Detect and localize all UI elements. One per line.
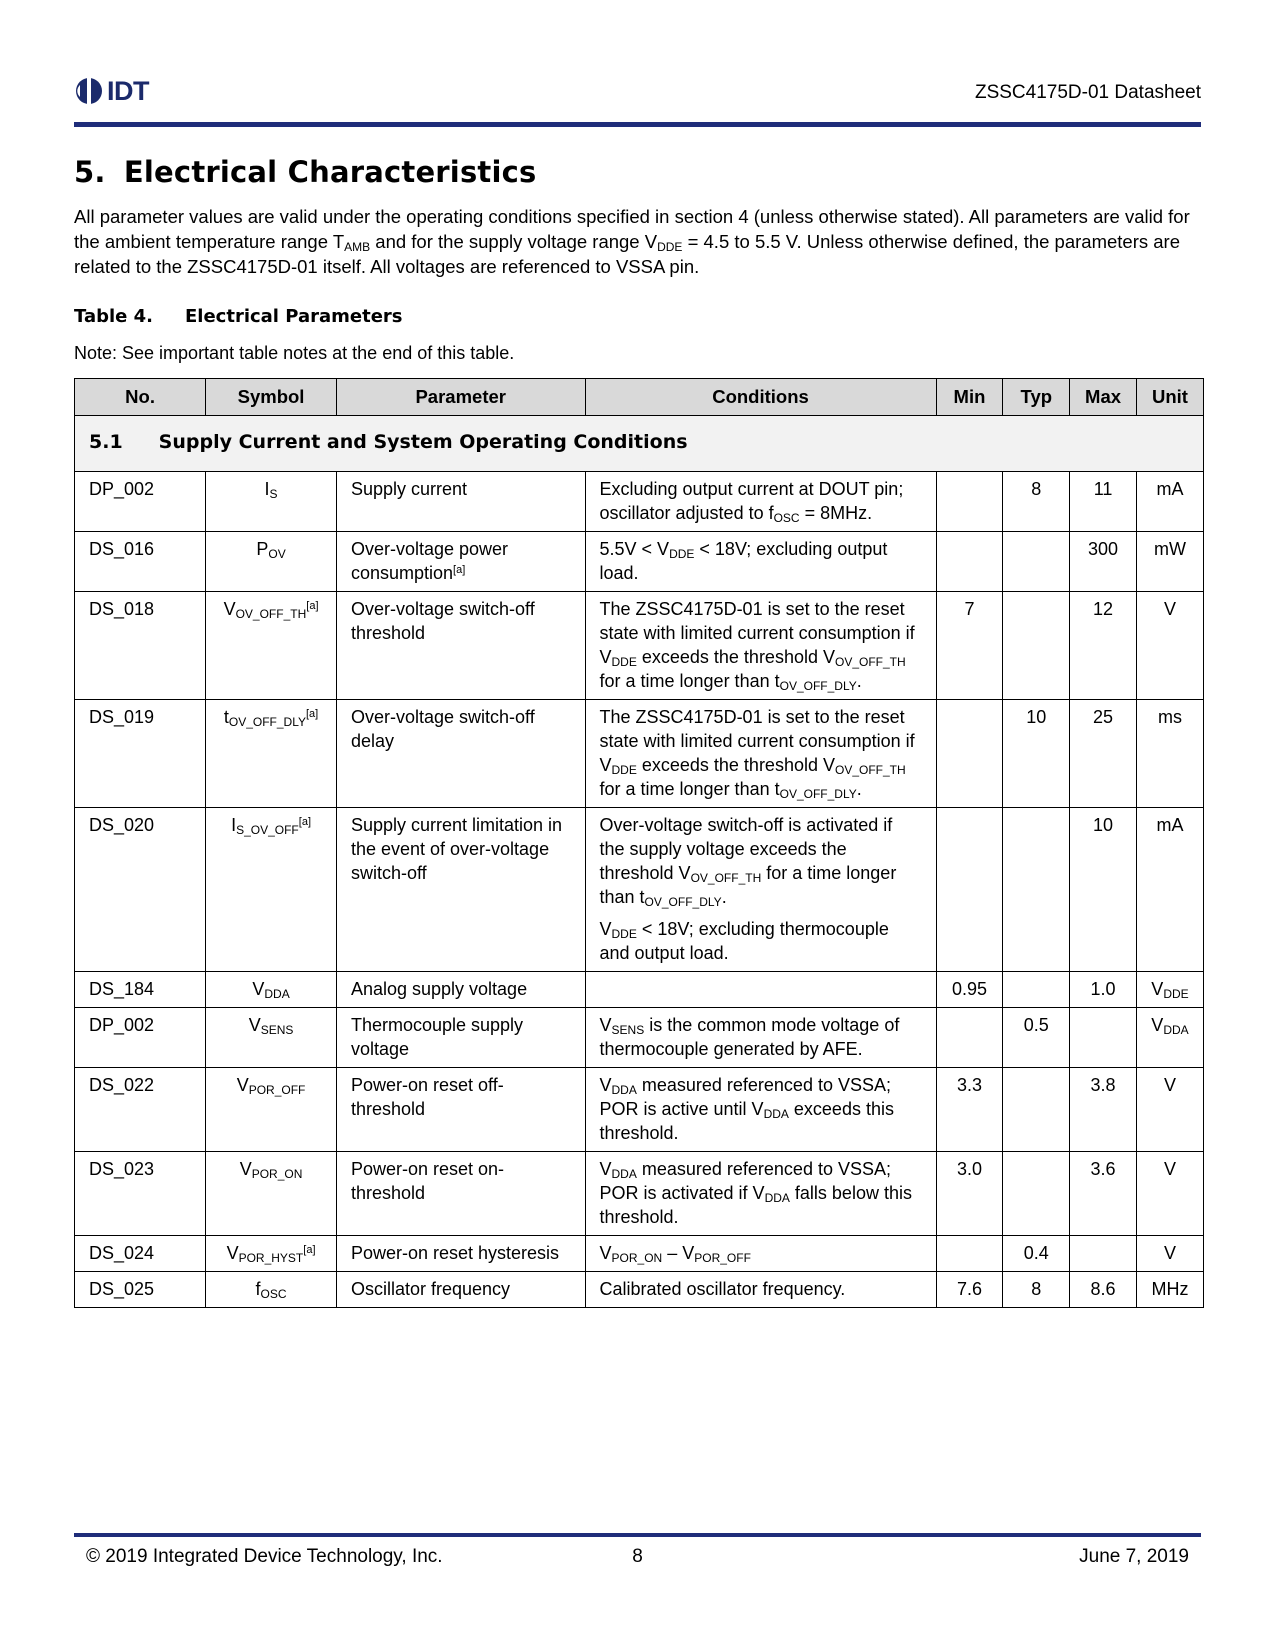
symbol-base: V bbox=[239, 1159, 252, 1179]
symbol-sub: POR_ON bbox=[251, 1167, 303, 1181]
publish-date: June 7, 2019 bbox=[1079, 1546, 1189, 1567]
cell-conditions bbox=[585, 808, 936, 972]
cell-no: DS_024 bbox=[75, 1236, 206, 1272]
unit-sub: DDE bbox=[1163, 987, 1189, 1001]
intro-paragraph bbox=[74, 204, 1204, 279]
cell-min: 7 bbox=[936, 592, 1003, 700]
symbol-sub: DDA bbox=[264, 987, 290, 1001]
cell-typ: 8 bbox=[1003, 472, 1070, 532]
cell-unit: mW bbox=[1136, 532, 1203, 592]
cell-conditions bbox=[585, 472, 936, 532]
cell-no: DS_025 bbox=[75, 1272, 206, 1308]
symbol-sub: POR_HYST bbox=[238, 1251, 304, 1265]
cell-unit bbox=[1136, 1008, 1203, 1068]
cell-typ bbox=[1003, 1152, 1070, 1236]
cell-conditions bbox=[585, 532, 936, 592]
cell-conditions bbox=[585, 592, 936, 700]
cell-conditions bbox=[585, 1152, 936, 1236]
electrical-parameters-table bbox=[74, 378, 1204, 1308]
group-heading bbox=[75, 416, 1204, 472]
conditions-text: for a time longer than t bbox=[599, 671, 780, 691]
cell-symbol bbox=[206, 1068, 337, 1152]
conditions-text: for a time longer than t bbox=[599, 779, 780, 799]
parameter-text: Oscillator frequency bbox=[350, 1279, 511, 1299]
cell-typ bbox=[1003, 592, 1070, 700]
cell-parameter bbox=[336, 592, 585, 700]
conditions-text: < 18V; excluding output load. bbox=[599, 539, 888, 583]
symbol-base: t bbox=[223, 707, 229, 727]
table-row bbox=[75, 472, 1204, 532]
footnote-ref: [a] bbox=[453, 564, 466, 576]
cell-symbol bbox=[206, 1272, 337, 1308]
cell-min: 7.6 bbox=[936, 1272, 1003, 1308]
parameter-text: Over-voltage switch-off threshold bbox=[350, 599, 535, 643]
cell-max: 25 bbox=[1070, 700, 1137, 808]
page-header bbox=[74, 76, 1201, 128]
conditions-line bbox=[600, 813, 922, 909]
cell-unit: MHz bbox=[1136, 1272, 1203, 1308]
cell-min bbox=[936, 1236, 1003, 1272]
cell-min: 3.3 bbox=[936, 1068, 1003, 1152]
conditions-text: measured referenced to VSSA; POR is active until V bbox=[599, 1075, 891, 1119]
conditions-sub: DDE bbox=[611, 927, 637, 941]
cell-typ: 0.5 bbox=[1003, 1008, 1070, 1068]
cell-no: DS_020 bbox=[75, 808, 206, 972]
symbol-base: I bbox=[231, 815, 237, 835]
conditions-sub: POR_OFF bbox=[694, 1251, 751, 1265]
cell-max: 300 bbox=[1070, 532, 1137, 592]
header-rule bbox=[74, 122, 1201, 127]
table-note: Note: See important table notes at the end of this table. bbox=[74, 343, 515, 363]
cell-max bbox=[1070, 1236, 1137, 1272]
conditions-text: . bbox=[721, 887, 727, 907]
conditions-text: falls below this threshold. bbox=[599, 1183, 912, 1227]
conditions-text: . bbox=[856, 779, 862, 799]
table-row bbox=[75, 1068, 1204, 1152]
conditions-text: The ZSSC4175D-01 is set to the reset state with limited current consumption if V bbox=[599, 599, 915, 667]
parameter-text: Over-voltage switch-off delay bbox=[350, 707, 535, 751]
symbol-base: V bbox=[236, 1075, 249, 1095]
conditions-sub: SENS bbox=[611, 1023, 645, 1037]
intro-text: = 4.5 to 5.5 V. Unless otherwise defined, the parameters are related to the ZSSC4175D-01 itself. All voltages are referenced to VSSA pin. bbox=[74, 231, 1181, 277]
logo-text: IDT bbox=[107, 76, 149, 106]
table-row bbox=[75, 1008, 1204, 1068]
group-title: Supply Current and System Operating Conditions bbox=[158, 431, 688, 453]
conditions-sub: DDE bbox=[611, 763, 637, 777]
cell-max: 1.0 bbox=[1070, 972, 1137, 1008]
parameter-text: Supply current limitation in the event of over-voltage switch-off bbox=[350, 815, 563, 883]
conditions-text: V bbox=[599, 1015, 612, 1035]
cell-unit bbox=[1136, 972, 1203, 1008]
cell-no: DS_184 bbox=[75, 972, 206, 1008]
col-header-symbol: Symbol bbox=[206, 379, 337, 416]
cell-symbol bbox=[206, 808, 337, 972]
parameter-text: Analog supply voltage bbox=[350, 979, 528, 999]
conditions-text: V bbox=[599, 1243, 612, 1263]
cell-parameter bbox=[336, 472, 585, 532]
cell-min bbox=[936, 532, 1003, 592]
page-footer bbox=[86, 1546, 1189, 1576]
table-group-row bbox=[75, 416, 1204, 472]
footnote-ref: [a] bbox=[298, 816, 311, 828]
conditions-text: 5.5V < V bbox=[599, 539, 670, 559]
cell-symbol bbox=[206, 532, 337, 592]
cell-typ bbox=[1003, 972, 1070, 1008]
conditions-sub: OSC bbox=[773, 511, 800, 525]
parameter-text: Over-voltage power consumption bbox=[350, 539, 509, 583]
col-header-min: Min bbox=[936, 379, 1003, 416]
symbol-base: f bbox=[255, 1279, 261, 1299]
conditions-text: is the common mode voltage of thermocouple generated by AFE. bbox=[599, 1015, 900, 1059]
cell-max: 11 bbox=[1070, 472, 1137, 532]
cell-conditions bbox=[585, 1068, 936, 1152]
cell-no: DS_018 bbox=[75, 592, 206, 700]
section-title: Electrical Characteristics bbox=[123, 155, 537, 189]
cell-unit: mA bbox=[1136, 472, 1203, 532]
conditions-text: = 8MHz. bbox=[799, 503, 873, 523]
symbol-sub: OV_OFF_DLY bbox=[228, 715, 306, 729]
idt-logo-icon bbox=[74, 76, 104, 106]
group-number: 5.1 bbox=[89, 431, 123, 453]
cell-min: 3.0 bbox=[936, 1152, 1003, 1236]
conditions-sub: OV_OFF_DLY bbox=[779, 679, 857, 693]
cell-conditions bbox=[585, 700, 936, 808]
cell-conditions bbox=[585, 1272, 936, 1308]
section-number: 5. bbox=[74, 155, 106, 189]
document-title: ZSSC4175D-01 Datasheet bbox=[974, 82, 1201, 103]
parameter-text: Power-on reset off-threshold bbox=[350, 1075, 504, 1119]
symbol-sub: POR_OFF bbox=[248, 1083, 306, 1097]
table-caption bbox=[74, 306, 403, 327]
conditions-text: for a time longer than t bbox=[599, 863, 897, 907]
cell-parameter bbox=[336, 1152, 585, 1236]
symbol-base: V bbox=[252, 979, 265, 999]
symbol-base: P bbox=[256, 539, 269, 559]
parameter-text: Supply current bbox=[350, 479, 468, 499]
cell-parameter bbox=[336, 700, 585, 808]
footnote-ref: [a] bbox=[303, 1244, 316, 1256]
cell-min: 0.95 bbox=[936, 972, 1003, 1008]
cell-parameter bbox=[336, 1008, 585, 1068]
cell-no: DS_016 bbox=[75, 532, 206, 592]
cell-typ bbox=[1003, 1068, 1070, 1152]
cell-symbol bbox=[206, 1152, 337, 1236]
table-header-row bbox=[75, 379, 1204, 416]
table-row bbox=[75, 1272, 1204, 1308]
table-title: Electrical Parameters bbox=[185, 306, 403, 327]
cell-max: 12 bbox=[1070, 592, 1137, 700]
conditions-sub: OV_OFF_DLY bbox=[644, 895, 722, 909]
cell-unit: V bbox=[1136, 592, 1203, 700]
conditions-text: exceeds this threshold. bbox=[599, 1099, 894, 1143]
conditions-text: < 18V; excluding thermocouple and output load. bbox=[599, 919, 889, 963]
intro-text: All parameter values are valid under the operating conditions specified in section 4 (unless otherwise stated). All parameters are valid for the ambient temperature range T bbox=[74, 206, 1190, 252]
cell-parameter bbox=[336, 532, 585, 592]
cell-min bbox=[936, 472, 1003, 532]
cell-no: DP_002 bbox=[75, 472, 206, 532]
conditions-text: V bbox=[599, 1075, 612, 1095]
cell-max: 10 bbox=[1070, 808, 1137, 972]
cell-min bbox=[936, 808, 1003, 972]
conditions-text: – V bbox=[662, 1243, 695, 1263]
cell-typ: 10 bbox=[1003, 700, 1070, 808]
cell-symbol bbox=[206, 700, 337, 808]
idt-logo bbox=[74, 76, 149, 106]
conditions-sub: OV_OFF_DLY bbox=[779, 787, 857, 801]
cell-typ: 8 bbox=[1003, 1272, 1070, 1308]
conditions-text: Excluding output current at DOUT pin; oscillator adjusted to f bbox=[599, 479, 904, 523]
cell-parameter bbox=[336, 1236, 585, 1272]
cell-conditions bbox=[585, 972, 936, 1008]
col-header-typ: Typ bbox=[1003, 379, 1070, 416]
col-header-no: No. bbox=[75, 379, 206, 416]
cell-no: DP_002 bbox=[75, 1008, 206, 1068]
cell-parameter bbox=[336, 1068, 585, 1152]
unit-base: V bbox=[1151, 979, 1164, 999]
conditions-text: The ZSSC4175D-01 is set to the reset state with limited current consumption if V bbox=[599, 707, 915, 775]
symbol-sub: S_OV_OFF bbox=[236, 823, 299, 837]
unit-sub: DDA bbox=[1163, 1023, 1189, 1037]
cell-unit: V bbox=[1136, 1236, 1203, 1272]
cell-unit: ms bbox=[1136, 700, 1203, 808]
conditions-text: exceeds the threshold V bbox=[636, 755, 835, 775]
conditions-text: measured referenced to VSSA; POR is activated if V bbox=[599, 1159, 891, 1203]
conditions-sub: POR_ON bbox=[611, 1251, 663, 1265]
conditions-sub: OV_OFF_TH bbox=[690, 871, 762, 885]
symbol-base: V bbox=[223, 599, 236, 619]
cell-typ bbox=[1003, 808, 1070, 972]
cell-unit: V bbox=[1136, 1152, 1203, 1236]
conditions-sub: DDA bbox=[764, 1191, 790, 1205]
table-row bbox=[75, 532, 1204, 592]
cell-no: DS_019 bbox=[75, 700, 206, 808]
section-heading bbox=[74, 155, 536, 189]
page-number: 8 bbox=[632, 1546, 643, 1567]
conditions-sub: DDA bbox=[611, 1167, 637, 1181]
cell-no: DS_023 bbox=[75, 1152, 206, 1236]
cell-symbol bbox=[206, 1008, 337, 1068]
cell-no: DS_022 bbox=[75, 1068, 206, 1152]
conditions-text: . bbox=[856, 671, 862, 691]
intro-text: and for the supply voltage range V bbox=[370, 231, 658, 252]
cell-symbol bbox=[206, 972, 337, 1008]
table-row bbox=[75, 700, 1204, 808]
cell-min bbox=[936, 1008, 1003, 1068]
conditions-text: exceeds the threshold V bbox=[636, 647, 835, 667]
table-row bbox=[75, 1236, 1204, 1272]
cell-max bbox=[1070, 1008, 1137, 1068]
symbol-sub: OSC bbox=[260, 1287, 287, 1301]
conditions-text: V bbox=[599, 1159, 612, 1179]
col-header-unit: Unit bbox=[1136, 379, 1203, 416]
conditions-sub: OV_OFF_TH bbox=[834, 763, 906, 777]
footnote-ref: [a] bbox=[306, 708, 319, 720]
copyright: © 2019 Integrated Device Technology, Inc. bbox=[86, 1546, 443, 1567]
parameter-text: Power-on reset hysteresis bbox=[350, 1243, 560, 1263]
cell-conditions bbox=[585, 1008, 936, 1068]
cell-symbol bbox=[206, 1236, 337, 1272]
cell-parameter bbox=[336, 808, 585, 972]
cell-min bbox=[936, 700, 1003, 808]
parameter-text: Power-on reset on-threshold bbox=[350, 1159, 505, 1203]
table-row bbox=[75, 808, 1204, 972]
conditions-sub: DDA bbox=[763, 1107, 789, 1121]
symbol-sub: OV_OFF_TH bbox=[235, 607, 307, 621]
cell-max: 8.6 bbox=[1070, 1272, 1137, 1308]
col-header-conditions: Conditions bbox=[585, 379, 936, 416]
symbol-sub: S bbox=[269, 487, 278, 501]
intro-sub: AMB bbox=[344, 240, 371, 254]
cell-max: 3.8 bbox=[1070, 1068, 1137, 1152]
cell-max: 3.6 bbox=[1070, 1152, 1137, 1236]
conditions-sub: DDA bbox=[611, 1083, 637, 1097]
intro-sub: DDE bbox=[657, 240, 683, 254]
cell-typ bbox=[1003, 532, 1070, 592]
cell-parameter bbox=[336, 972, 585, 1008]
unit-base: V bbox=[1151, 1015, 1164, 1035]
parameter-text: Thermocouple supply voltage bbox=[350, 1015, 524, 1059]
col-header-max: Max bbox=[1070, 379, 1137, 416]
table-label: Table 4. bbox=[74, 306, 153, 327]
cell-parameter bbox=[336, 1272, 585, 1308]
symbol-base: V bbox=[248, 1015, 261, 1035]
conditions-sub: OV_OFF_TH bbox=[834, 655, 906, 669]
symbol-sub: SENS bbox=[260, 1023, 294, 1037]
cell-symbol bbox=[206, 472, 337, 532]
footer-rule bbox=[74, 1533, 1201, 1537]
conditions-sub: DDE bbox=[611, 655, 637, 669]
conditions-text: Over-voltage switch-off is activated if the supply voltage exceeds the threshold V bbox=[599, 815, 893, 883]
conditions-text: Calibrated oscillator frequency. bbox=[599, 1279, 846, 1299]
table-row bbox=[75, 972, 1204, 1008]
symbol-sub: OV bbox=[268, 547, 286, 561]
footnote-ref: [a] bbox=[306, 600, 319, 612]
cell-unit: V bbox=[1136, 1068, 1203, 1152]
table-row bbox=[75, 1152, 1204, 1236]
conditions-sub: DDE bbox=[669, 547, 695, 561]
conditions-line bbox=[600, 917, 922, 965]
col-header-parameter: Parameter bbox=[336, 379, 585, 416]
cell-symbol bbox=[206, 592, 337, 700]
symbol-base: I bbox=[264, 479, 270, 499]
conditions-text: V bbox=[599, 919, 612, 939]
cell-conditions bbox=[585, 1236, 936, 1272]
table-row bbox=[75, 592, 1204, 700]
symbol-base: V bbox=[226, 1243, 239, 1263]
cell-typ: 0.4 bbox=[1003, 1236, 1070, 1272]
cell-unit: mA bbox=[1136, 808, 1203, 972]
